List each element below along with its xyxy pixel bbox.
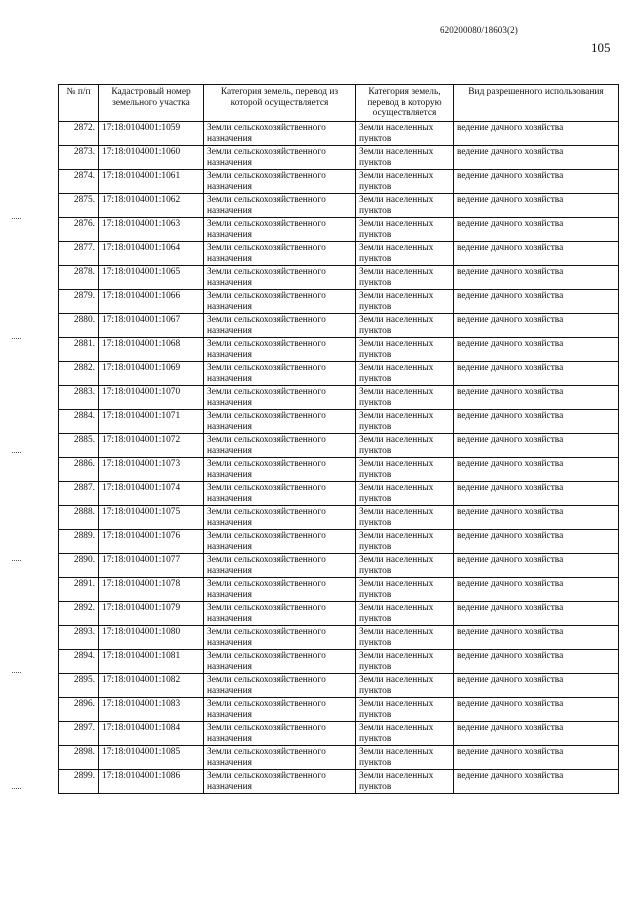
table-row xyxy=(59,290,619,314)
column-header-number: № п/п xyxy=(59,85,99,122)
category-to-cell: Земли населенных пунктов xyxy=(356,746,454,770)
permitted-use-cell: ведение дачного хозяйства xyxy=(454,218,619,242)
permitted-use-cell: ведение дачного хозяйства xyxy=(454,266,619,290)
row-number-cell: 2879. xyxy=(59,290,99,314)
category-from-cell: Земли сельскохозяйственного назначения xyxy=(204,242,356,266)
row-number-cell: 2883. xyxy=(59,386,99,410)
cadastral-number-cell: 17:18:0104001:1059 xyxy=(99,122,204,146)
category-from-cell: Земли сельскохозяйственного назначения xyxy=(204,698,356,722)
column-header-category-from: Категория земель, перевод из которой осуществляется xyxy=(204,85,356,122)
row-number-cell: 2873. xyxy=(59,146,99,170)
permitted-use-cell: ведение дачного хозяйства xyxy=(454,242,619,266)
cadastral-number-cell: 17:18:0104001:1061 xyxy=(99,170,204,194)
category-from-cell: Земли сельскохозяйственного назначения xyxy=(204,530,356,554)
category-to-cell: Земли населенных пунктов xyxy=(356,290,454,314)
category-from-cell: Земли сельскохозяйственного назначения xyxy=(204,506,356,530)
row-number-cell: 2891. xyxy=(59,578,99,602)
category-to-cell: Земли населенных пунктов xyxy=(356,266,454,290)
table-row xyxy=(59,506,619,530)
table-row xyxy=(59,194,619,218)
table-row xyxy=(59,530,619,554)
permitted-use-cell: ведение дачного хозяйства xyxy=(454,338,619,362)
table-row xyxy=(59,626,619,650)
category-to-cell: Земли населенных пунктов xyxy=(356,506,454,530)
category-to-cell: Земли населенных пунктов xyxy=(356,650,454,674)
cadastral-number-cell: 17:18:0104001:1077 xyxy=(99,554,204,578)
table-row xyxy=(59,650,619,674)
row-number-cell: 2898. xyxy=(59,746,99,770)
permitted-use-cell: ведение дачного хозяйства xyxy=(454,674,619,698)
category-to-cell: Земли населенных пунктов xyxy=(356,314,454,338)
cadastral-number-cell: 17:18:0104001:1081 xyxy=(99,650,204,674)
permitted-use-cell: ведение дачного хозяйства xyxy=(454,530,619,554)
cadastral-number-cell: 17:18:0104001:1084 xyxy=(99,722,204,746)
category-from-cell: Земли сельскохозяйственного назначения xyxy=(204,602,356,626)
category-from-cell: Земли сельскохозяйственного назначения xyxy=(204,386,356,410)
permitted-use-cell: ведение дачного хозяйства xyxy=(454,482,619,506)
table-row xyxy=(59,458,619,482)
category-from-cell: Земли сельскохозяйственного назначения xyxy=(204,770,356,794)
cadastral-number-cell: 17:18:0104001:1082 xyxy=(99,674,204,698)
permitted-use-cell: ведение дачного хозяйства xyxy=(454,362,619,386)
permitted-use-cell: ведение дачного хозяйства xyxy=(454,170,619,194)
column-header-cadastral-number: Кадастровый номер земельного участка xyxy=(99,85,204,122)
row-number-cell: 2876. xyxy=(59,218,99,242)
cadastral-number-cell: 17:18:0104001:1062 xyxy=(99,194,204,218)
permitted-use-cell: ведение дачного хозяйства xyxy=(454,434,619,458)
row-number-cell: 2897. xyxy=(59,722,99,746)
category-to-cell: Земли населенных пунктов xyxy=(356,218,454,242)
category-to-cell: Земли населенных пунктов xyxy=(356,722,454,746)
cadastral-number-cell: 17:18:0104001:1075 xyxy=(99,506,204,530)
row-number-cell: 2878. xyxy=(59,266,99,290)
category-from-cell: Земли сельскохозяйственного назначения xyxy=(204,746,356,770)
row-number-cell: 2884. xyxy=(59,410,99,434)
category-from-cell: Земли сельскохозяйственного назначения xyxy=(204,338,356,362)
table-row xyxy=(59,218,619,242)
cadastral-number-cell: 17:18:0104001:1076 xyxy=(99,530,204,554)
category-from-cell: Земли сельскохозяйственного назначения xyxy=(204,458,356,482)
permitted-use-cell: ведение дачного хозяйства xyxy=(454,650,619,674)
permitted-use-cell: ведение дачного хозяйства xyxy=(454,602,619,626)
category-to-cell: Земли населенных пунктов xyxy=(356,698,454,722)
permitted-use-cell: ведение дачного хозяйства xyxy=(454,722,619,746)
row-number-cell: 2880. xyxy=(59,314,99,338)
category-to-cell: Земли населенных пунктов xyxy=(356,770,454,794)
row-number-cell: 2874. xyxy=(59,170,99,194)
row-number-cell: 2875. xyxy=(59,194,99,218)
cadastral-number-cell: 17:18:0104001:1086 xyxy=(99,770,204,794)
table-row xyxy=(59,554,619,578)
table-row xyxy=(59,170,619,194)
category-to-cell: Земли населенных пунктов xyxy=(356,602,454,626)
row-number-cell: 2889. xyxy=(59,530,99,554)
cadastral-number-cell: 17:18:0104001:1072 xyxy=(99,434,204,458)
category-from-cell: Земли сельскохозяйственного назначения xyxy=(204,290,356,314)
category-to-cell: Земли населенных пунктов xyxy=(356,338,454,362)
table-row xyxy=(59,770,619,794)
row-number-cell: 2890. xyxy=(59,554,99,578)
category-from-cell: Земли сельскохозяйственного назначения xyxy=(204,146,356,170)
category-from-cell: Земли сельскохозяйственного назначения xyxy=(204,482,356,506)
category-from-cell: Земли сельскохозяйственного назначения xyxy=(204,434,356,458)
row-number-cell: 2882. xyxy=(59,362,99,386)
row-number-cell: 2881. xyxy=(59,338,99,362)
row-number-cell: 2886. xyxy=(59,458,99,482)
table-row xyxy=(59,698,619,722)
table-row xyxy=(59,434,619,458)
cadastral-number-cell: 17:18:0104001:1068 xyxy=(99,338,204,362)
category-to-cell: Земли населенных пунктов xyxy=(356,362,454,386)
cadastral-number-cell: 17:18:0104001:1078 xyxy=(99,578,204,602)
table-row xyxy=(59,362,619,386)
scan-margin-mark xyxy=(12,218,21,220)
table-row xyxy=(59,410,619,434)
table-row xyxy=(59,722,619,746)
cadastral-number-cell: 17:18:0104001:1079 xyxy=(99,602,204,626)
table-row xyxy=(59,314,619,338)
cadastral-number-cell: 17:18:0104001:1071 xyxy=(99,410,204,434)
category-to-cell: Земли населенных пунктов xyxy=(356,194,454,218)
category-from-cell: Земли сельскохозяйственного назначения xyxy=(204,578,356,602)
table-row xyxy=(59,338,619,362)
page-number: 105 xyxy=(591,40,611,55)
row-number-cell: 2892. xyxy=(59,602,99,626)
permitted-use-cell: ведение дачного хозяйства xyxy=(454,506,619,530)
table-row xyxy=(59,146,619,170)
category-to-cell: Земли населенных пунктов xyxy=(356,242,454,266)
table-row xyxy=(59,578,619,602)
category-from-cell: Земли сельскохозяйственного назначения xyxy=(204,650,356,674)
permitted-use-cell: ведение дачного хозяйства xyxy=(454,146,619,170)
permitted-use-cell: ведение дачного хозяйства xyxy=(454,194,619,218)
category-from-cell: Земли сельскохозяйственного назначения xyxy=(204,362,356,386)
category-from-cell: Земли сельскохозяйственного назначения xyxy=(204,122,356,146)
category-to-cell: Земли населенных пунктов xyxy=(356,434,454,458)
category-from-cell: Земли сельскохозяйственного назначения xyxy=(204,218,356,242)
table-row xyxy=(59,122,619,146)
column-header-permitted-use: Вид разрешенного использования xyxy=(454,85,619,122)
row-number-cell: 2894. xyxy=(59,650,99,674)
cadastral-number-cell: 17:18:0104001:1066 xyxy=(99,290,204,314)
category-from-cell: Земли сельскохозяйственного назначения xyxy=(204,266,356,290)
permitted-use-cell: ведение дачного хозяйства xyxy=(454,770,619,794)
permitted-use-cell: ведение дачного хозяйства xyxy=(454,386,619,410)
category-to-cell: Земли населенных пунктов xyxy=(356,146,454,170)
cadastral-number-cell: 17:18:0104001:1060 xyxy=(99,146,204,170)
row-number-cell: 2885. xyxy=(59,434,99,458)
category-to-cell: Земли населенных пунктов xyxy=(356,578,454,602)
category-to-cell: Земли населенных пунктов xyxy=(356,674,454,698)
category-from-cell: Земли сельскохозяйственного назначения xyxy=(204,170,356,194)
category-from-cell: Земли сельскохозяйственного назначения xyxy=(204,554,356,578)
category-to-cell: Земли населенных пунктов xyxy=(356,386,454,410)
table-row xyxy=(59,746,619,770)
row-number-cell: 2893. xyxy=(59,626,99,650)
scan-margin-mark xyxy=(12,560,21,562)
table-body xyxy=(59,122,619,794)
cadastral-number-cell: 17:18:0104001:1080 xyxy=(99,626,204,650)
category-to-cell: Земли населенных пунктов xyxy=(356,410,454,434)
row-number-cell: 2896. xyxy=(59,698,99,722)
permitted-use-cell: ведение дачного хозяйства xyxy=(454,554,619,578)
scan-margin-mark xyxy=(12,788,21,790)
cadastral-number-cell: 17:18:0104001:1063 xyxy=(99,218,204,242)
category-to-cell: Земли населенных пунктов xyxy=(356,554,454,578)
row-number-cell: 2872. xyxy=(59,122,99,146)
permitted-use-cell: ведение дачного хозяйства xyxy=(454,410,619,434)
category-to-cell: Земли населенных пунктов xyxy=(356,170,454,194)
table-row xyxy=(59,674,619,698)
row-number-cell: 2877. xyxy=(59,242,99,266)
category-from-cell: Земли сельскохозяйственного назначения xyxy=(204,674,356,698)
table-row xyxy=(59,266,619,290)
category-to-cell: Земли населенных пунктов xyxy=(356,530,454,554)
scan-margin-mark xyxy=(12,338,21,340)
row-number-cell: 2888. xyxy=(59,506,99,530)
table-header-row xyxy=(59,85,619,122)
category-to-cell: Земли населенных пунктов xyxy=(356,122,454,146)
cadastral-number-cell: 17:18:0104001:1064 xyxy=(99,242,204,266)
permitted-use-cell: ведение дачного хозяйства xyxy=(454,122,619,146)
row-number-cell: 2887. xyxy=(59,482,99,506)
permitted-use-cell: ведение дачного хозяйства xyxy=(454,698,619,722)
permitted-use-cell: ведение дачного хозяйства xyxy=(454,314,619,338)
document-reference-number: 620200080/18603(2) xyxy=(440,25,518,35)
category-from-cell: Земли сельскохозяйственного назначения xyxy=(204,314,356,338)
table-row xyxy=(59,242,619,266)
cadastral-number-cell: 17:18:0104001:1070 xyxy=(99,386,204,410)
permitted-use-cell: ведение дачного хозяйства xyxy=(454,626,619,650)
cadastral-number-cell: 17:18:0104001:1069 xyxy=(99,362,204,386)
land-plot-registry-table xyxy=(58,84,619,794)
permitted-use-cell: ведение дачного хозяйства xyxy=(454,458,619,482)
table-row xyxy=(59,386,619,410)
row-number-cell: 2895. xyxy=(59,674,99,698)
permitted-use-cell: ведение дачного хозяйства xyxy=(454,578,619,602)
category-to-cell: Земли населенных пунктов xyxy=(356,458,454,482)
cadastral-number-cell: 17:18:0104001:1065 xyxy=(99,266,204,290)
table-row xyxy=(59,602,619,626)
category-from-cell: Земли сельскохозяйственного назначения xyxy=(204,722,356,746)
cadastral-number-cell: 17:18:0104001:1073 xyxy=(99,458,204,482)
scan-margin-mark xyxy=(12,672,21,674)
table-row xyxy=(59,482,619,506)
category-from-cell: Земли сельскохозяйственного назначения xyxy=(204,194,356,218)
category-to-cell: Земли населенных пунктов xyxy=(356,626,454,650)
cadastral-number-cell: 17:18:0104001:1085 xyxy=(99,746,204,770)
category-to-cell: Земли населенных пунктов xyxy=(356,482,454,506)
cadastral-number-cell: 17:18:0104001:1083 xyxy=(99,698,204,722)
cadastral-number-cell: 17:18:0104001:1074 xyxy=(99,482,204,506)
cadastral-number-cell: 17:18:0104001:1067 xyxy=(99,314,204,338)
permitted-use-cell: ведение дачного хозяйства xyxy=(454,290,619,314)
row-number-cell: 2899. xyxy=(59,770,99,794)
category-from-cell: Земли сельскохозяйственного назначения xyxy=(204,626,356,650)
category-from-cell: Земли сельскохозяйственного назначения xyxy=(204,410,356,434)
permitted-use-cell: ведение дачного хозяйства xyxy=(454,746,619,770)
scan-margin-mark xyxy=(12,452,21,454)
column-header-category-to: Категория земель, перевод в которую осуществляется xyxy=(356,85,454,122)
